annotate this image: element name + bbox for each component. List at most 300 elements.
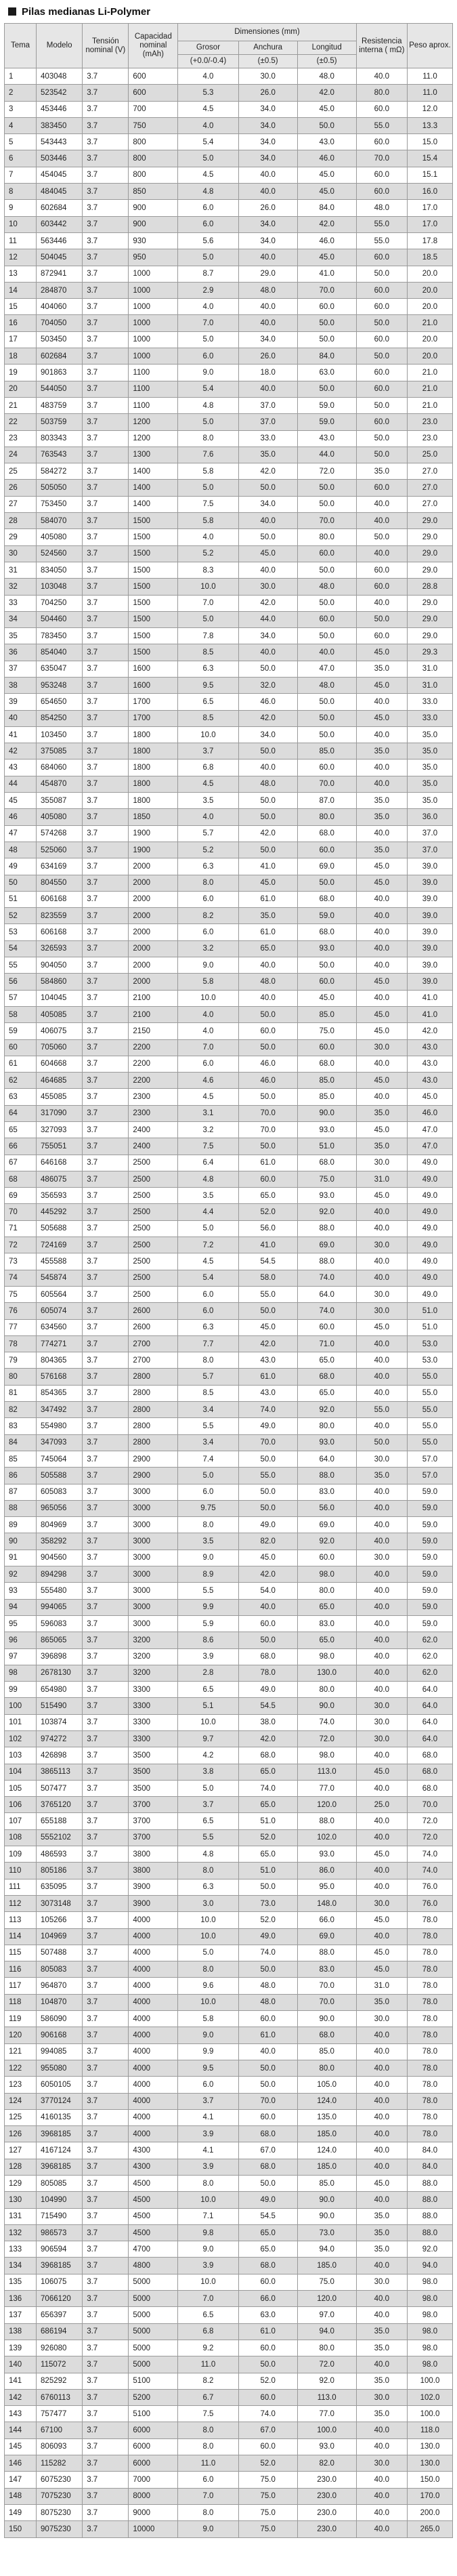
cell-tension: 3.7 — [83, 1566, 129, 1583]
cell-longitud: 93.0 — [297, 1188, 356, 1204]
cell-grosor: 5.2 — [178, 545, 238, 562]
cell-tema: 5 — [5, 134, 37, 150]
cell-tema: 143 — [5, 2406, 37, 2422]
cell-tema: 123 — [5, 2077, 37, 2093]
cell-peso: 98.0 — [407, 2274, 452, 2290]
cell-modelo: 684060 — [37, 760, 83, 776]
cell-modelo: 745064 — [37, 1451, 83, 1467]
table-row — [5, 1550, 453, 1566]
cell-capacidad: 3300 — [129, 1682, 178, 1698]
cell-anchura: 50.0 — [238, 1303, 297, 1319]
cell-peso: 78.0 — [407, 2060, 452, 2076]
cell-peso: 78.0 — [407, 1961, 452, 1978]
cell-tension: 3.7 — [83, 331, 129, 348]
table-row — [5, 1829, 453, 1846]
cell-longitud: 60.0 — [297, 1039, 356, 1056]
cell-capacidad: 3700 — [129, 1829, 178, 1846]
cell-tema: 124 — [5, 2093, 37, 2109]
cell-resistencia: 35.0 — [356, 809, 407, 825]
cell-peso: 51.0 — [407, 1319, 452, 1335]
cell-tema: 1 — [5, 68, 37, 85]
cell-tension: 3.7 — [83, 1468, 129, 1484]
cell-longitud: 230.0 — [297, 2472, 356, 2488]
cell-peso: 27.0 — [407, 463, 452, 480]
cell-anchura: 26.0 — [238, 200, 297, 216]
cell-grosor: 6.3 — [178, 858, 238, 875]
cell-tema: 95 — [5, 1615, 37, 1632]
cell-tension: 3.7 — [83, 595, 129, 611]
cell-anchura: 42.0 — [238, 1335, 297, 1352]
cell-longitud: 80.0 — [297, 2060, 356, 2076]
header-capacidad: Capacidad nominal (mAh) — [129, 24, 178, 68]
cell-longitud: 74.0 — [297, 1270, 356, 1286]
cell-longitud: 90.0 — [297, 2011, 356, 2027]
cell-resistencia: 60.0 — [356, 134, 407, 150]
cell-tema: 61 — [5, 1056, 37, 1072]
cell-longitud: 230.0 — [297, 2504, 356, 2520]
cell-tema: 126 — [5, 2126, 37, 2142]
cell-tema: 62 — [5, 1073, 37, 1089]
table-row — [5, 2109, 453, 2125]
cell-tension: 3.7 — [83, 611, 129, 627]
table-row — [5, 2043, 453, 2060]
cell-peso: 49.0 — [407, 1253, 452, 1270]
cell-resistencia: 40.0 — [356, 2488, 407, 2504]
cell-modelo: 603442 — [37, 216, 83, 232]
cell-capacidad: 4800 — [129, 2258, 178, 2274]
cell-anchura: 49.0 — [238, 1928, 297, 1945]
cell-tema: 66 — [5, 1138, 37, 1155]
table-row — [5, 776, 453, 792]
cell-tension: 3.7 — [83, 1155, 129, 1171]
cell-modelo: 994065 — [37, 1599, 83, 1615]
cell-tema: 148 — [5, 2488, 37, 2504]
cell-modelo: 606168 — [37, 891, 83, 907]
cell-longitud: 90.0 — [297, 2192, 356, 2208]
cell-modelo: 602684 — [37, 348, 83, 365]
cell-modelo: 326593 — [37, 940, 83, 957]
cell-anchura: 68.0 — [238, 2258, 297, 2274]
cell-grosor: 6.3 — [178, 1879, 238, 1895]
cell-tension: 3.7 — [83, 414, 129, 430]
cell-anchura: 48.0 — [238, 1994, 297, 2010]
cell-grosor: 3.4 — [178, 1434, 238, 1451]
cell-grosor: 5.4 — [178, 1270, 238, 1286]
cell-tension: 3.7 — [83, 891, 129, 907]
cell-tema: 35 — [5, 628, 37, 644]
cell-tension: 3.7 — [83, 2504, 129, 2520]
table-row — [5, 1682, 453, 1698]
cell-peso: 41.0 — [407, 990, 452, 1006]
cell-grosor: 9.9 — [178, 1599, 238, 1615]
cell-anchura: 50.0 — [238, 2176, 297, 2192]
cell-anchura: 49.0 — [238, 1418, 297, 1434]
cell-anchura: 55.0 — [238, 1286, 297, 1302]
cell-peso: 17.0 — [407, 216, 452, 232]
cell-modelo: 455588 — [37, 1253, 83, 1270]
cell-modelo: 964870 — [37, 1978, 83, 1994]
cell-grosor: 8.5 — [178, 1385, 238, 1401]
cell-resistencia: 60.0 — [356, 480, 407, 496]
cell-tema: 106 — [5, 1797, 37, 1813]
table-row — [5, 348, 453, 365]
cell-modelo: 453446 — [37, 101, 83, 117]
cell-grosor: 10.0 — [178, 1994, 238, 2010]
cell-grosor: 5.4 — [178, 381, 238, 397]
cell-anchura: 60.0 — [238, 2340, 297, 2356]
table-row — [5, 1006, 453, 1022]
cell-grosor: 9.5 — [178, 677, 238, 693]
cell-grosor: 4.0 — [178, 1023, 238, 1039]
cell-grosor: 6.5 — [178, 1682, 238, 1698]
cell-anchura: 68.0 — [238, 2126, 297, 2142]
cell-anchura: 73.0 — [238, 1895, 297, 1911]
table-row — [5, 1286, 453, 1302]
cell-peso: 59.0 — [407, 1615, 452, 1632]
cell-anchura: 42.0 — [238, 710, 297, 726]
cell-anchura: 42.0 — [238, 463, 297, 480]
cell-longitud: 60.0 — [297, 611, 356, 627]
header-anchura: Anchura — [238, 41, 297, 55]
cell-anchura: 65.0 — [238, 2224, 297, 2241]
cell-tension: 3.7 — [83, 216, 129, 232]
cell-capacidad: 1500 — [129, 595, 178, 611]
cell-tension: 3.7 — [83, 1533, 129, 1550]
cell-anchura: 52.0 — [238, 1829, 297, 1846]
cell-grosor: 2.8 — [178, 1665, 238, 1681]
cell-grosor: 2.9 — [178, 282, 238, 298]
table-row — [5, 315, 453, 331]
cell-capacidad: 4000 — [129, 2093, 178, 2109]
header-modelo: Modelo — [37, 24, 83, 68]
cell-peso: 47.0 — [407, 1122, 452, 1138]
cell-anchura: 45.0 — [238, 1319, 297, 1335]
cell-grosor: 9.6 — [178, 1978, 238, 1994]
cell-grosor: 5.5 — [178, 1418, 238, 1434]
cell-grosor: 7.4 — [178, 1451, 238, 1467]
cell-capacidad: 900 — [129, 216, 178, 232]
cell-tension: 3.7 — [83, 2224, 129, 2241]
cell-longitud: 41.0 — [297, 266, 356, 282]
table-row — [5, 266, 453, 282]
cell-capacidad: 1500 — [129, 644, 178, 661]
cell-anchura: 50.0 — [238, 1632, 297, 1648]
cell-anchura: 50.0 — [238, 480, 297, 496]
table-row — [5, 1648, 453, 1665]
cell-longitud: 64.0 — [297, 1286, 356, 1302]
cell-longitud: 93.0 — [297, 1434, 356, 1451]
cell-resistencia: 40.0 — [356, 1204, 407, 1220]
cell-tension: 3.7 — [83, 1517, 129, 1533]
cell-longitud: 70.0 — [297, 776, 356, 792]
cell-capacidad: 2000 — [129, 875, 178, 891]
cell-longitud: 50.0 — [297, 710, 356, 726]
cell-resistencia: 50.0 — [356, 430, 407, 446]
cell-tema: 72 — [5, 1237, 37, 1253]
cell-grosor: 4.5 — [178, 776, 238, 792]
cell-longitud: 43.0 — [297, 430, 356, 446]
cell-peso: 43.0 — [407, 1056, 452, 1072]
cell-longitud: 68.0 — [297, 1369, 356, 1385]
cell-tension: 3.7 — [83, 1764, 129, 1780]
cell-grosor: 5.8 — [178, 463, 238, 480]
table-row — [5, 2027, 453, 2043]
cell-longitud: 45.0 — [297, 101, 356, 117]
cell-longitud: 77.0 — [297, 1780, 356, 1796]
cell-tension: 3.7 — [83, 1863, 129, 1879]
cell-longitud: 92.0 — [297, 1402, 356, 1418]
table-row — [5, 2356, 453, 2373]
cell-resistencia: 60.0 — [356, 184, 407, 200]
cell-grosor: 5.0 — [178, 331, 238, 348]
cell-grosor: 4.8 — [178, 397, 238, 413]
cell-grosor: 10.0 — [178, 726, 238, 743]
cell-anchura: 29.0 — [238, 266, 297, 282]
cell-tension: 3.7 — [83, 2126, 129, 2142]
cell-peso: 88.0 — [407, 2176, 452, 2192]
cell-capacidad: 2800 — [129, 1385, 178, 1401]
table-row — [5, 1335, 453, 1352]
cell-grosor: 5.5 — [178, 1583, 238, 1599]
cell-tema: 100 — [5, 1698, 37, 1714]
cell-tension: 3.7 — [83, 1615, 129, 1632]
cell-resistencia: 55.0 — [356, 117, 407, 133]
cell-anchura: 50.0 — [238, 793, 297, 809]
cell-capacidad: 9000 — [129, 2504, 178, 2520]
cell-modelo: 523542 — [37, 85, 83, 101]
cell-capacidad: 4000 — [129, 2077, 178, 2093]
cell-peso: 17.8 — [407, 232, 452, 249]
cell-grosor: 10.0 — [178, 1714, 238, 1730]
cell-anchura: 48.0 — [238, 1978, 297, 1994]
cell-longitud: 70.0 — [297, 1994, 356, 2010]
cell-anchura: 54.5 — [238, 2208, 297, 2224]
cell-longitud: 75.0 — [297, 2274, 356, 2290]
cell-capacidad: 2800 — [129, 1418, 178, 1434]
cell-capacidad: 5000 — [129, 2291, 178, 2307]
table-row — [5, 2241, 453, 2258]
cell-modelo: 3968185 — [37, 2159, 83, 2175]
cell-longitud: 72.0 — [297, 1730, 356, 1747]
cell-modelo: 445292 — [37, 1204, 83, 1220]
cell-tema: 50 — [5, 875, 37, 891]
cell-tema: 138 — [5, 2323, 37, 2340]
cell-anchura: 60.0 — [238, 1023, 297, 1039]
cell-anchura: 37.0 — [238, 397, 297, 413]
table-row — [5, 1863, 453, 1879]
cell-resistencia: 40.0 — [356, 924, 407, 940]
cell-resistencia: 40.0 — [356, 2307, 407, 2323]
cell-peso: 49.0 — [407, 1220, 452, 1237]
cell-resistencia: 40.0 — [356, 2027, 407, 2043]
cell-tension: 3.7 — [83, 2027, 129, 2043]
cell-capacidad: 1800 — [129, 726, 178, 743]
table-row — [5, 1895, 453, 1911]
cell-modelo: 103048 — [37, 579, 83, 595]
cell-tension: 3.7 — [83, 1682, 129, 1698]
cell-resistencia: 45.0 — [356, 1764, 407, 1780]
cell-longitud: 105.0 — [297, 2077, 356, 2093]
cell-peso: 49.0 — [407, 1171, 452, 1187]
cell-peso: 118.0 — [407, 2422, 452, 2438]
cell-peso: 62.0 — [407, 1632, 452, 1648]
cell-grosor: 3.7 — [178, 2093, 238, 2109]
cell-grosor: 3.1 — [178, 1105, 238, 1121]
table-row — [5, 595, 453, 611]
cell-modelo: 605564 — [37, 1286, 83, 1302]
table-row — [5, 184, 453, 200]
cell-modelo: 805085 — [37, 2176, 83, 2192]
cell-tema: 103 — [5, 1747, 37, 1764]
cell-tema: 108 — [5, 1829, 37, 1846]
cell-grosor: 3.4 — [178, 1402, 238, 1418]
cell-modelo: 503759 — [37, 414, 83, 430]
cell-peso: 31.0 — [407, 677, 452, 693]
cell-tension: 3.7 — [83, 1550, 129, 1566]
cell-longitud: 80.0 — [297, 1682, 356, 1698]
cell-capacidad: 1500 — [129, 529, 178, 545]
cell-modelo: 404060 — [37, 299, 83, 315]
cell-tension: 3.7 — [83, 1451, 129, 1467]
cell-capacidad: 850 — [129, 184, 178, 200]
cell-peso: 150.0 — [407, 2472, 452, 2488]
cell-peso: 39.0 — [407, 875, 452, 891]
cell-peso: 62.0 — [407, 1665, 452, 1681]
cell-anchura: 26.0 — [238, 85, 297, 101]
cell-longitud: 185.0 — [297, 2126, 356, 2142]
table-row — [5, 1319, 453, 1335]
cell-anchura: 54.0 — [238, 1583, 297, 1599]
cell-longitud: 64.0 — [297, 1451, 356, 1467]
cell-resistencia: 55.0 — [356, 232, 407, 249]
cell-resistencia: 45.0 — [356, 1073, 407, 1089]
cell-tema: 38 — [5, 677, 37, 693]
cell-tema: 121 — [5, 2043, 37, 2060]
cell-capacidad: 6000 — [129, 2422, 178, 2438]
cell-modelo: 525060 — [37, 842, 83, 858]
cell-resistencia: 31.0 — [356, 1171, 407, 1187]
cell-grosor: 6.5 — [178, 1813, 238, 1829]
cell-anchura: 65.0 — [238, 1188, 297, 1204]
cell-capacidad: 1800 — [129, 776, 178, 792]
cell-tema: 18 — [5, 348, 37, 365]
cell-grosor: 6.5 — [178, 694, 238, 710]
cell-peso: 39.0 — [407, 957, 452, 974]
cell-longitud: 93.0 — [297, 1846, 356, 1863]
cell-resistencia: 30.0 — [356, 1714, 407, 1730]
cell-anchura: 74.0 — [238, 1945, 297, 1961]
cell-resistencia: 30.0 — [356, 1237, 407, 1253]
cell-modelo: 804550 — [37, 875, 83, 891]
cell-capacidad: 3000 — [129, 1517, 178, 1533]
cell-grosor: 5.0 — [178, 414, 238, 430]
cell-tension: 3.7 — [83, 875, 129, 891]
cell-tension: 3.7 — [83, 513, 129, 529]
header-tension: Tensión nominal (V) — [83, 24, 129, 68]
cell-capacidad: 3500 — [129, 1764, 178, 1780]
cell-resistencia: 30.0 — [356, 2274, 407, 2290]
cell-grosor: 5.3 — [178, 85, 238, 101]
cell-resistencia: 35.0 — [356, 1138, 407, 1155]
cell-capacidad: 5000 — [129, 2356, 178, 2373]
cell-tema: 144 — [5, 2422, 37, 2438]
cell-peso: 64.0 — [407, 1682, 452, 1698]
cell-resistencia: 40.0 — [356, 595, 407, 611]
cell-resistencia: 50.0 — [356, 529, 407, 545]
cell-modelo: 834050 — [37, 562, 83, 578]
cell-resistencia: 40.0 — [356, 1369, 407, 1385]
cell-longitud: 85.0 — [297, 743, 356, 760]
cell-tema: 109 — [5, 1846, 37, 1863]
table-row — [5, 496, 453, 512]
cell-tension: 3.7 — [83, 2077, 129, 2093]
cell-anchura: 40.0 — [238, 184, 297, 200]
cell-peso: 29.0 — [407, 513, 452, 529]
cell-grosor: 6.0 — [178, 2472, 238, 2488]
cell-tema: 58 — [5, 1006, 37, 1022]
cell-peso: 31.0 — [407, 661, 452, 677]
cell-grosor: 3.9 — [178, 2258, 238, 2274]
cell-tension: 3.7 — [83, 842, 129, 858]
cell-peso: 76.0 — [407, 1895, 452, 1911]
cell-tension: 3.7 — [83, 282, 129, 298]
cell-resistencia: 60.0 — [356, 414, 407, 430]
header-tema: Tema — [5, 24, 37, 68]
cell-longitud: 50.0 — [297, 726, 356, 743]
cell-modelo: 115282 — [37, 2455, 83, 2472]
cell-peso: 35.0 — [407, 793, 452, 809]
cell-resistencia: 45.0 — [356, 677, 407, 693]
cell-resistencia: 40.0 — [356, 2472, 407, 2488]
cell-capacidad: 3200 — [129, 1665, 178, 1681]
cell-resistencia: 30.0 — [356, 1451, 407, 1467]
cell-longitud: 120.0 — [297, 2291, 356, 2307]
cell-modelo: 986573 — [37, 2224, 83, 2241]
cell-peso: 55.0 — [407, 1434, 452, 1451]
cell-tension: 3.7 — [83, 1434, 129, 1451]
cell-anchura: 40.0 — [238, 2043, 297, 2060]
cell-anchura: 33.0 — [238, 430, 297, 446]
cell-longitud: 68.0 — [297, 2027, 356, 2043]
table-row — [5, 2307, 453, 2323]
cell-anchura: 40.0 — [238, 315, 297, 331]
cell-modelo: 2678130 — [37, 1665, 83, 1681]
cell-tema: 71 — [5, 1220, 37, 1237]
cell-resistencia: 45.0 — [356, 644, 407, 661]
cell-tension: 3.7 — [83, 990, 129, 1006]
cell-tension: 3.7 — [83, 1056, 129, 1072]
cell-capacidad: 1900 — [129, 825, 178, 842]
cell-tension: 3.7 — [83, 562, 129, 578]
cell-peso: 11.0 — [407, 85, 452, 101]
cell-longitud: 65.0 — [297, 1632, 356, 1648]
cell-peso: 88.0 — [407, 2192, 452, 2208]
cell-tema: 46 — [5, 809, 37, 825]
cell-tema: 29 — [5, 529, 37, 545]
table-row — [5, 134, 453, 150]
cell-peso: 78.0 — [407, 1912, 452, 1928]
cell-tema: 47 — [5, 825, 37, 842]
cell-resistencia: 60.0 — [356, 299, 407, 315]
cell-tema: 92 — [5, 1566, 37, 1583]
cell-resistencia: 40.0 — [356, 496, 407, 512]
cell-anchura: 34.0 — [238, 496, 297, 512]
cell-capacidad: 1600 — [129, 677, 178, 693]
cell-grosor: 4.2 — [178, 1747, 238, 1764]
cell-resistencia: 40.0 — [356, 1484, 407, 1500]
cell-tension: 3.7 — [83, 1220, 129, 1237]
cell-grosor: 9.2 — [178, 2340, 238, 2356]
